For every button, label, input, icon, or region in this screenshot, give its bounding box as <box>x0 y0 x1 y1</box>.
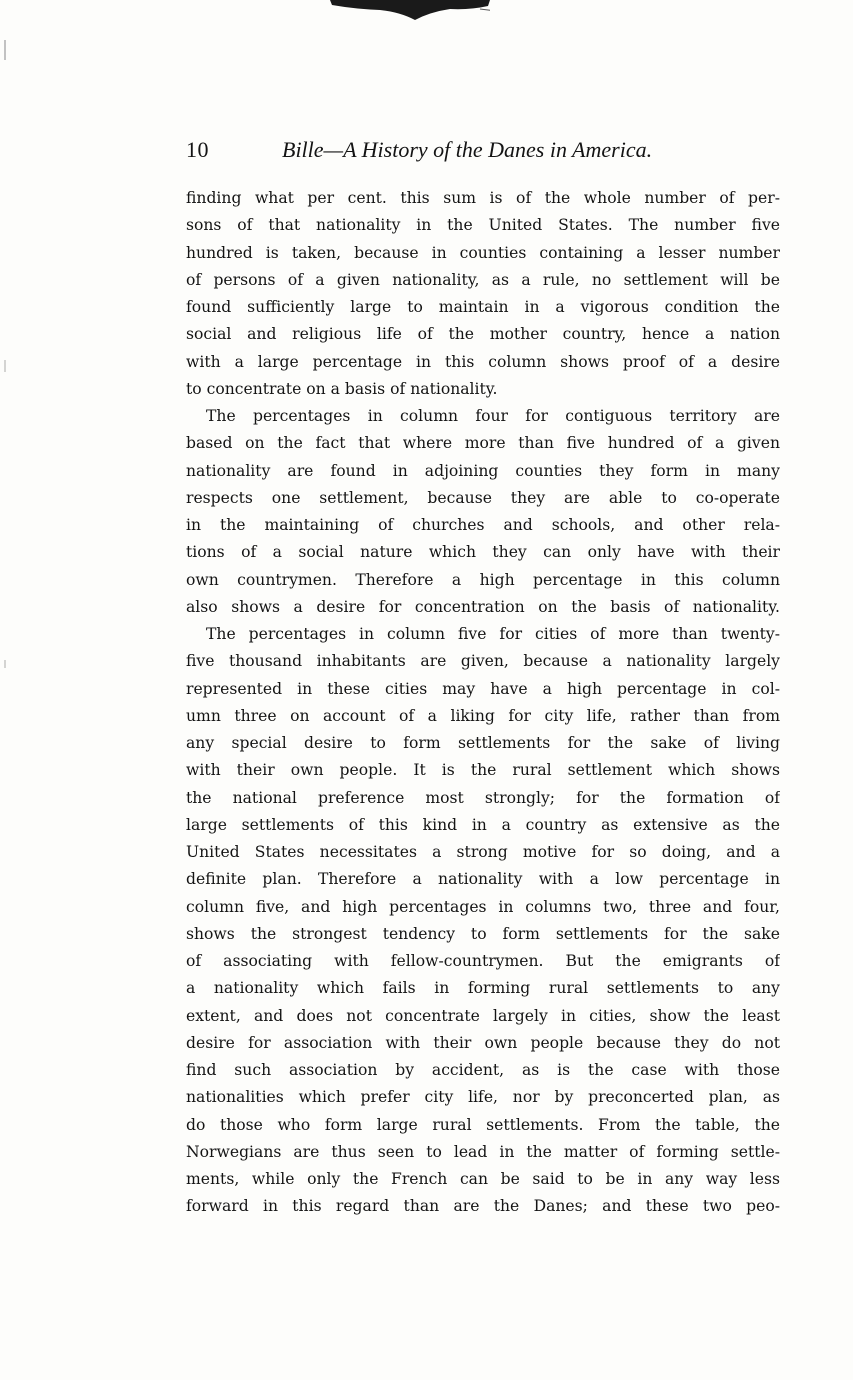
text-line: column five, and high percentages in columns two, three and four, <box>186 897 780 916</box>
text-line: a nationality which fails in forming rural settlements to any <box>186 979 780 998</box>
text-line: the national preference most strongly; for the formation of <box>186 788 780 807</box>
text-line: based on the fact that where more than five hundred of a given <box>186 434 780 453</box>
text-line: social and religious life of the mother country, hence a nation <box>186 325 780 344</box>
text-line: tions of a social nature which they can only have with their <box>186 543 780 562</box>
text-line: in the maintaining of churches and schools, and other rela- <box>186 516 780 534</box>
scan-artifact-blot <box>330 0 490 22</box>
text-line: ments, while only the French can be said to be in any way less <box>186 1170 780 1188</box>
text-line: hundred is taken, because in counties containing a lesser number <box>186 243 780 262</box>
page-header <box>186 136 786 166</box>
paragraph-1 <box>186 185 780 403</box>
text-line: nationalities which prefer city life, nor by preconcerted plan, as <box>186 1088 780 1107</box>
text-line: umn three on account of a liking for city life, rather than from <box>186 706 780 725</box>
text-line: own countrymen. Therefore a high percentage in this column <box>186 570 780 589</box>
text-line: shows the strongest tendency to form settlements for the sake <box>186 924 780 943</box>
text-line: United States necessitates a strong motive for so doing, and a <box>186 843 780 861</box>
text-line: found sufficiently large to maintain in a vigorous condition the <box>186 298 780 316</box>
text-line: respects one settlement, because they are able to co-operate <box>186 488 780 507</box>
paragraph-2 <box>186 403 780 621</box>
text-line: of persons of a given nationality, as a rule, no settlement will be <box>186 270 780 289</box>
text-line: to concentrate on a basis of nationality. <box>186 379 498 398</box>
text-line: The percentages in column four for contiguous territory are <box>206 407 780 425</box>
text-line: represented in these cities may have a high percentage in col- <box>186 679 780 698</box>
text-line: find such association by accident, as is the case with those <box>186 1061 780 1079</box>
text-line: extent, and does not concentrate largely in cities, show the least <box>186 1006 780 1025</box>
text-line: with their own people. It is the rural settlement which shows <box>186 761 780 780</box>
text-line: also shows a desire for concentration on the basis of nationality. <box>186 597 780 616</box>
text-line: with a large percentage in this column shows proof of a desire <box>186 352 780 371</box>
text-line: large settlements of this kind in a country as extensive as the <box>186 815 780 834</box>
scan-edge-mark <box>2 0 8 1380</box>
body-text <box>186 185 780 1221</box>
text-line: sons of that nationality in the United States. The number five <box>186 216 780 235</box>
text-line: finding what per cent. this sum is of the whole number of per- <box>186 189 780 207</box>
text-line: five thousand inhabitants are given, because a nationality largely <box>186 652 780 671</box>
text-line: definite plan. Therefore a nationality with a low percentage in <box>186 870 780 889</box>
text-line: The percentages in column five for cities of more than twenty- <box>206 625 780 643</box>
paragraph-3 <box>186 621 780 1221</box>
running-title: Bille—A History of the Danes in America. <box>282 137 653 162</box>
text-line: forward in this regard than are the Danes; and these two peo- <box>186 1197 780 1216</box>
text-line: of associating with fellow-countrymen. But the emigrants of <box>186 952 780 970</box>
page-number: 10 <box>186 137 209 162</box>
text-line: do those who form large rural settlements. From the table, the <box>186 1115 780 1134</box>
text-line: nationality are found in adjoining counties they form in many <box>186 461 780 480</box>
text-line: desire for association with their own people because they do not <box>186 1033 780 1052</box>
text-line: Norwegians are thus seen to lead in the matter of forming settle- <box>186 1142 780 1161</box>
text-line: any special desire to form settlements for the sake of living <box>186 734 780 752</box>
